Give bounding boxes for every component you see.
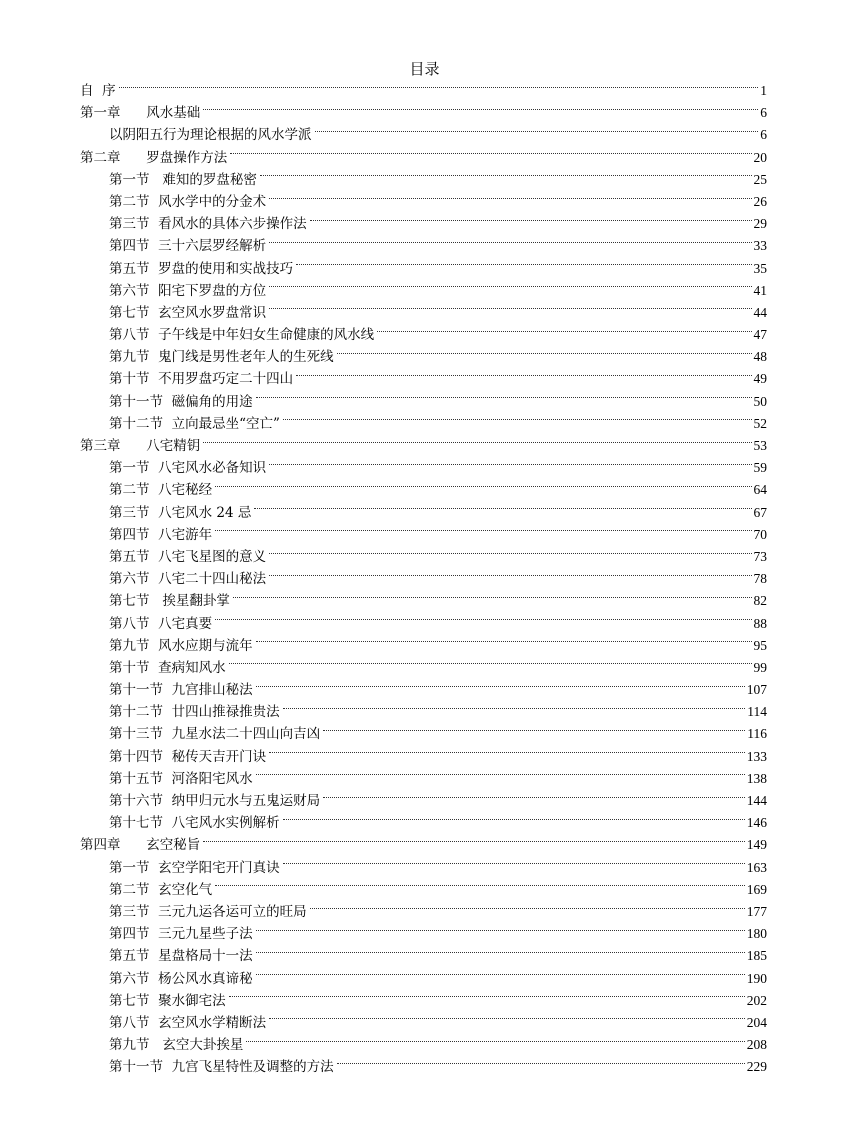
toc-section-entry[interactable] — [80, 635, 767, 657]
toc-entry-label: 第八节 子午线是中年妇女生命健康的风水线 — [109, 327, 375, 344]
toc-dot-leader — [256, 641, 752, 642]
toc-entry-label: 第七节 玄空风水罗盘常识 — [109, 304, 267, 321]
toc-entry-label: 第八节 八宅真要 — [109, 615, 213, 632]
toc-dot-leader — [215, 530, 751, 531]
toc-dot-leader — [323, 730, 745, 731]
toc-section-entry[interactable] — [80, 169, 767, 191]
toc-section-entry[interactable] — [80, 901, 767, 923]
toc-page-number: 163 — [746, 859, 767, 875]
toc-page-number: 53 — [753, 438, 767, 453]
toc-page-number: 73 — [753, 548, 767, 564]
toc-section-entry[interactable] — [80, 413, 767, 435]
toc-entry-label: 第二节 八宅秘经 — [109, 482, 213, 499]
toc-dot-leader — [203, 109, 758, 110]
toc-entry-label: 第五节 八宅飞星图的意义 — [109, 548, 267, 565]
toc-dot-leader — [269, 198, 751, 199]
toc-dot-leader — [323, 797, 745, 798]
toc-page-number: 149 — [746, 837, 767, 853]
toc-page-number: 202 — [746, 992, 767, 1008]
toc-page-number: 44 — [753, 304, 767, 320]
toc-dot-leader — [269, 553, 751, 554]
toc-entry-label: 第二节 玄空化气 — [109, 881, 213, 898]
toc-section-entry[interactable] — [80, 324, 767, 346]
toc-page-number: 88 — [753, 615, 767, 631]
toc-chapter-entry[interactable] — [80, 834, 767, 856]
toc-dot-leader — [377, 331, 751, 332]
toc-page-number: 78 — [753, 571, 767, 587]
toc-page-number: 49 — [753, 371, 767, 387]
toc-section-entry[interactable] — [80, 524, 767, 546]
toc-page-number: 6 — [760, 127, 767, 143]
toc-entry-label: 第一节 玄空学阳宅开门真诀 — [109, 859, 280, 876]
toc-page-number: 144 — [746, 793, 767, 808]
toc-section-entry[interactable] — [80, 812, 767, 834]
toc-entry-label: 第三节 三元九运各运可立的旺局 — [109, 903, 307, 920]
toc-entry-label: 第三节 看风水的具体六步操作法 — [109, 216, 307, 233]
toc-section-entry[interactable] — [80, 590, 767, 612]
toc-entry-label: 第四节 八宅游年 — [109, 526, 213, 543]
toc-page-number: 107 — [746, 682, 767, 698]
toc-dot-leader — [256, 974, 745, 975]
toc-entry-label: 第四节 三元九星些子法 — [109, 926, 253, 943]
toc-entry-label: 第十一节 磁偏角的用途 — [109, 393, 253, 410]
toc-dot-leader — [256, 397, 752, 398]
toc-dot-leader — [246, 1041, 744, 1042]
toc-entry-label: 第十一节 九宫飞星特性及调整的方法 — [109, 1059, 334, 1076]
toc-dot-leader — [233, 597, 752, 598]
toc-section-entry[interactable] — [80, 923, 767, 945]
toc-section-entry[interactable] — [80, 258, 767, 280]
toc-section-entry[interactable] — [80, 457, 767, 479]
toc-dot-leader — [296, 375, 751, 376]
toc-entry-label: 第四节 三十六层罗经解析 — [109, 238, 267, 255]
toc-entry-label: 第六节 八宅二十四山秘法 — [109, 571, 267, 588]
toc-dot-leader — [215, 885, 745, 886]
toc-page-number: 48 — [753, 349, 767, 365]
toc-entry-label: 第十节 查病知风水 — [109, 659, 226, 676]
toc-page-number: 204 — [746, 1014, 767, 1030]
toc-chapter-entry[interactable] — [80, 435, 767, 457]
toc-page-number: 25 — [753, 171, 767, 187]
toc-section-entry[interactable] — [80, 213, 767, 235]
toc-dot-leader — [269, 286, 751, 287]
toc-entry-label: 第十三节 九星水法二十四山向吉凶 — [109, 726, 321, 743]
toc-section-entry[interactable] — [80, 302, 767, 324]
toc-section-entry[interactable] — [80, 679, 767, 701]
toc-entry-label: 第十二节 立向最忌坐“空亡” — [109, 415, 280, 432]
toc-entry-label: 第九节 鬼门线是男性老年人的生死线 — [109, 349, 334, 366]
toc-entry-label: 第六节 杨公风水真谛秘 — [109, 970, 253, 987]
toc-section-entry[interactable] — [80, 945, 767, 967]
toc-page-number: 6 — [760, 105, 767, 121]
toc-section-entry[interactable] — [80, 1056, 767, 1078]
toc-entry-label: 第十一节 九宫排山秘法 — [109, 682, 253, 699]
toc-section-entry[interactable] — [80, 701, 767, 723]
toc-page-number: 33 — [753, 238, 767, 254]
toc-dot-leader — [256, 774, 745, 775]
toc-dot-leader — [229, 663, 752, 664]
toc-dot-leader — [215, 619, 751, 620]
toc-entry-label: 第十四节 秘传天吉开门诀 — [109, 748, 267, 765]
toc-entry-label: 第五节 星盘格局十一法 — [109, 948, 253, 965]
toc-entry-label: 第一节 难知的罗盘秘密 — [109, 171, 257, 188]
toc-page-number: 70 — [753, 526, 767, 542]
toc-dot-leader — [337, 1063, 745, 1064]
toc-section-entry[interactable] — [80, 191, 767, 213]
toc-section-entry[interactable] — [80, 723, 767, 745]
toc-dot-leader — [203, 841, 745, 842]
toc-page-number: 169 — [746, 881, 767, 897]
toc-dot-leader — [269, 464, 751, 465]
toc-section-entry[interactable] — [80, 546, 767, 568]
toc-dot-leader — [283, 863, 745, 864]
toc-dot-leader — [310, 220, 752, 221]
toc-dot-leader — [203, 442, 751, 443]
toc-section-entry[interactable] — [80, 857, 767, 879]
toc-section-entry[interactable] — [80, 502, 767, 524]
toc-dot-leader — [283, 419, 752, 420]
toc-page-number: 190 — [746, 970, 767, 986]
toc-entry-label: 第十二节 廿四山推禄推贵法 — [109, 704, 280, 721]
toc-chapter-entry[interactable] — [80, 147, 767, 169]
toc-page-number: 95 — [753, 637, 767, 653]
toc-page-number: 64 — [753, 482, 767, 498]
toc-page-number: 50 — [753, 393, 767, 409]
toc-section-entry[interactable] — [80, 968, 767, 990]
toc-section-entry[interactable] — [80, 768, 767, 790]
toc-entry-label: 第四章 玄空秘旨 — [80, 837, 201, 854]
toc-dot-leader — [310, 908, 745, 909]
toc-section-entry[interactable] — [80, 1034, 767, 1056]
toc-dot-leader — [269, 752, 745, 753]
toc-section-entry[interactable] — [80, 479, 767, 501]
toc-page-number: 177 — [746, 903, 767, 919]
toc-dot-leader — [269, 308, 751, 309]
toc-dot-leader — [269, 242, 751, 243]
toc-entry-label: 第九节 玄空大卦挨星 — [109, 1037, 244, 1054]
toc-dot-leader — [260, 175, 752, 176]
toc-page-number: 59 — [753, 460, 767, 476]
toc-section-entry[interactable] — [80, 1012, 767, 1034]
toc-page-number: 82 — [753, 593, 767, 609]
toc-dot-leader — [256, 930, 745, 931]
toc-page-number: 41 — [753, 282, 767, 298]
toc-section-entry[interactable] — [80, 568, 767, 590]
toc-entry-label: 第七节 聚水御宅法 — [109, 992, 226, 1009]
toc-entry-label: 自 序 — [80, 83, 116, 99]
toc-section-entry[interactable] — [80, 790, 767, 812]
toc-entry-label: 第三节 八宅风水 24 忌 — [109, 504, 252, 521]
toc-page-number: 26 — [753, 193, 767, 209]
toc-page-number: 133 — [746, 748, 767, 764]
toc-page-number: 29 — [753, 216, 767, 232]
toc-section-entry[interactable] — [80, 613, 767, 635]
toc-entry-label: 第十七节 八宅风水实例解析 — [109, 815, 280, 832]
toc-dot-leader — [269, 575, 751, 576]
toc-dot-leader — [315, 131, 759, 132]
toc-title: 目录 — [409, 60, 440, 78]
toc-dot-leader — [254, 508, 751, 509]
toc-page-number: 67 — [753, 504, 767, 520]
toc-section-entry[interactable] — [80, 391, 767, 413]
toc-section-entry[interactable] — [80, 879, 767, 901]
toc-section-entry[interactable] — [80, 368, 767, 390]
toc-dot-leader — [256, 952, 745, 953]
toc-page-number: 146 — [746, 815, 767, 831]
toc-page-number: 99 — [753, 659, 767, 675]
toc-page-number: 138 — [746, 770, 767, 786]
toc-section-entry[interactable] — [80, 124, 767, 146]
toc-entry-label: 第二章 罗盘操作方法 — [80, 149, 228, 166]
toc-section-entry[interactable] — [80, 657, 767, 679]
toc-page-number: 180 — [746, 926, 767, 942]
toc-page-number: 185 — [746, 948, 767, 964]
toc-dot-leader — [269, 1018, 745, 1019]
toc-dot-leader — [296, 264, 751, 265]
toc-entry-label: 第十五节 河洛阳宅风水 — [109, 770, 253, 787]
toc-page-number: 114 — [747, 704, 767, 720]
toc-chapter-entry[interactable] — [80, 102, 767, 124]
toc-list — [80, 80, 767, 1078]
toc-dot-leader — [337, 353, 752, 354]
toc-dot-leader — [283, 708, 746, 709]
toc-entry-label: 以阴阳五行为理论根据的风水学派 — [109, 127, 312, 144]
toc-entry-label: 第一章 风水基础 — [80, 105, 201, 122]
toc-section-entry[interactable] — [80, 346, 767, 368]
toc-section-entry[interactable] — [80, 746, 767, 768]
toc-page-number: 229 — [746, 1059, 767, 1075]
toc-dot-leader — [229, 996, 745, 997]
toc-dot-leader — [230, 153, 751, 154]
toc-section-entry[interactable] — [80, 990, 767, 1012]
toc-entry-label: 第八节 玄空风水学精断法 — [109, 1014, 267, 1031]
toc-entry-label: 第十节 不用罗盘巧定二十四山 — [109, 371, 294, 388]
toc-dot-leader — [119, 87, 759, 88]
toc-entry-label: 第七节 挨星翻卦掌 — [109, 593, 230, 610]
toc-entry-label: 第十六节 纳甲归元水与五鬼运财局 — [109, 793, 321, 809]
toc-page-number: 52 — [753, 415, 767, 431]
toc-page-number: 35 — [753, 260, 767, 276]
toc-page-number: 208 — [746, 1037, 767, 1053]
toc-dot-leader — [283, 819, 745, 820]
toc-entry-label: 第三章 八宅精钥 — [80, 438, 201, 454]
toc-section-entry[interactable] — [80, 280, 767, 302]
toc-page-number: 116 — [747, 726, 767, 742]
toc-entry-label: 第五节 罗盘的使用和实战技巧 — [109, 260, 294, 277]
toc-dot-leader — [256, 686, 745, 687]
toc-page-number: 47 — [753, 327, 767, 343]
toc-entry-label: 第六节 阳宅下罗盘的方位 — [109, 282, 267, 299]
toc-page-number: 20 — [753, 149, 767, 165]
toc-dot-leader — [215, 486, 751, 487]
toc-entry-label: 第九节 风水应期与流年 — [109, 637, 253, 654]
toc-chapter-entry[interactable] — [80, 80, 767, 102]
toc-section-entry[interactable] — [80, 235, 767, 257]
toc-page-number: 1 — [760, 83, 767, 98]
toc-entry-label: 第一节 八宅风水必备知识 — [109, 460, 267, 477]
toc-entry-label: 第二节 风水学中的分金术 — [109, 193, 267, 210]
